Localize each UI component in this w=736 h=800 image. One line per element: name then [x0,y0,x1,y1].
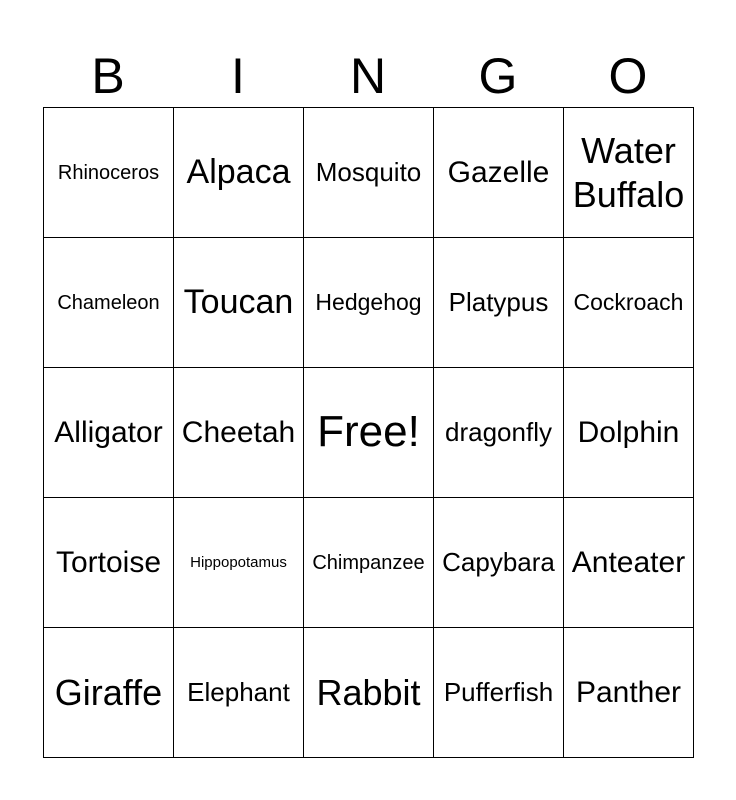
header-letter-o: O [608,47,648,104]
cell-label: Toucan [183,283,294,322]
cell-label: Rhinoceros [57,161,160,184]
cell-label: Alligator [54,415,163,449]
cell-label: Tortoise [55,545,162,579]
header-letter-g: G [478,47,518,104]
bingo-cell[interactable] [304,108,434,238]
cell-label: Pufferfish [443,676,554,707]
cell-label: Alpaca [186,153,291,192]
bingo-cell[interactable] [44,108,174,238]
bingo-cell[interactable] [434,368,564,498]
bingo-cell[interactable] [44,368,174,498]
cell-label: Cockroach [573,288,684,315]
bingo-cell[interactable] [44,238,174,368]
cell-label: Capybara [442,546,555,577]
bingo-cell[interactable] [174,368,304,498]
cell-label: Cheetah [181,415,296,449]
bingo-cell[interactable] [434,498,564,628]
free-space[interactable] [304,368,434,498]
bingo-cell[interactable] [564,498,694,628]
bingo-cell[interactable] [434,238,564,368]
cell-label: dragonfly [445,416,552,447]
bingo-cell[interactable] [304,238,434,368]
bingo-grid [43,107,694,758]
header-letter-b: B [91,47,125,104]
cell-label: Hedgehog [315,288,422,315]
bingo-cell[interactable] [564,368,694,498]
bingo-card [43,40,694,758]
cell-label: Water Buffalo [572,130,685,215]
header-letter-i: I [231,47,245,104]
cell-label: Rabbit [316,671,421,713]
cell-label: Hippopotamus [190,553,287,571]
cell-label: Mosquito [315,156,422,187]
bingo-cell[interactable] [174,498,304,628]
bingo-header [43,40,694,107]
bingo-cell[interactable] [304,498,434,628]
bingo-cell[interactable] [174,238,304,368]
cell-label: Anteater [571,545,686,579]
cell-label: Dolphin [577,415,680,449]
bingo-cell[interactable] [304,628,434,758]
header-letter-n: N [349,47,387,104]
bingo-cell[interactable] [434,628,564,758]
bingo-cell[interactable] [44,628,174,758]
bingo-cell[interactable] [564,238,694,368]
cell-label: Platypus [448,286,549,317]
cell-label: Elephant [187,676,290,707]
free-space-label: Free! [317,407,420,457]
bingo-cell[interactable] [434,108,564,238]
bingo-cell[interactable] [174,108,304,238]
cell-label: Panther [575,675,682,709]
bingo-cell[interactable] [174,628,304,758]
bingo-cell[interactable] [564,628,694,758]
cell-label: Chimpanzee [312,551,425,574]
bingo-cell[interactable] [564,108,694,238]
cell-label: Giraffe [54,671,163,713]
cell-label: Gazelle [447,155,550,189]
cell-label: Chameleon [57,291,160,314]
bingo-cell[interactable] [44,498,174,628]
